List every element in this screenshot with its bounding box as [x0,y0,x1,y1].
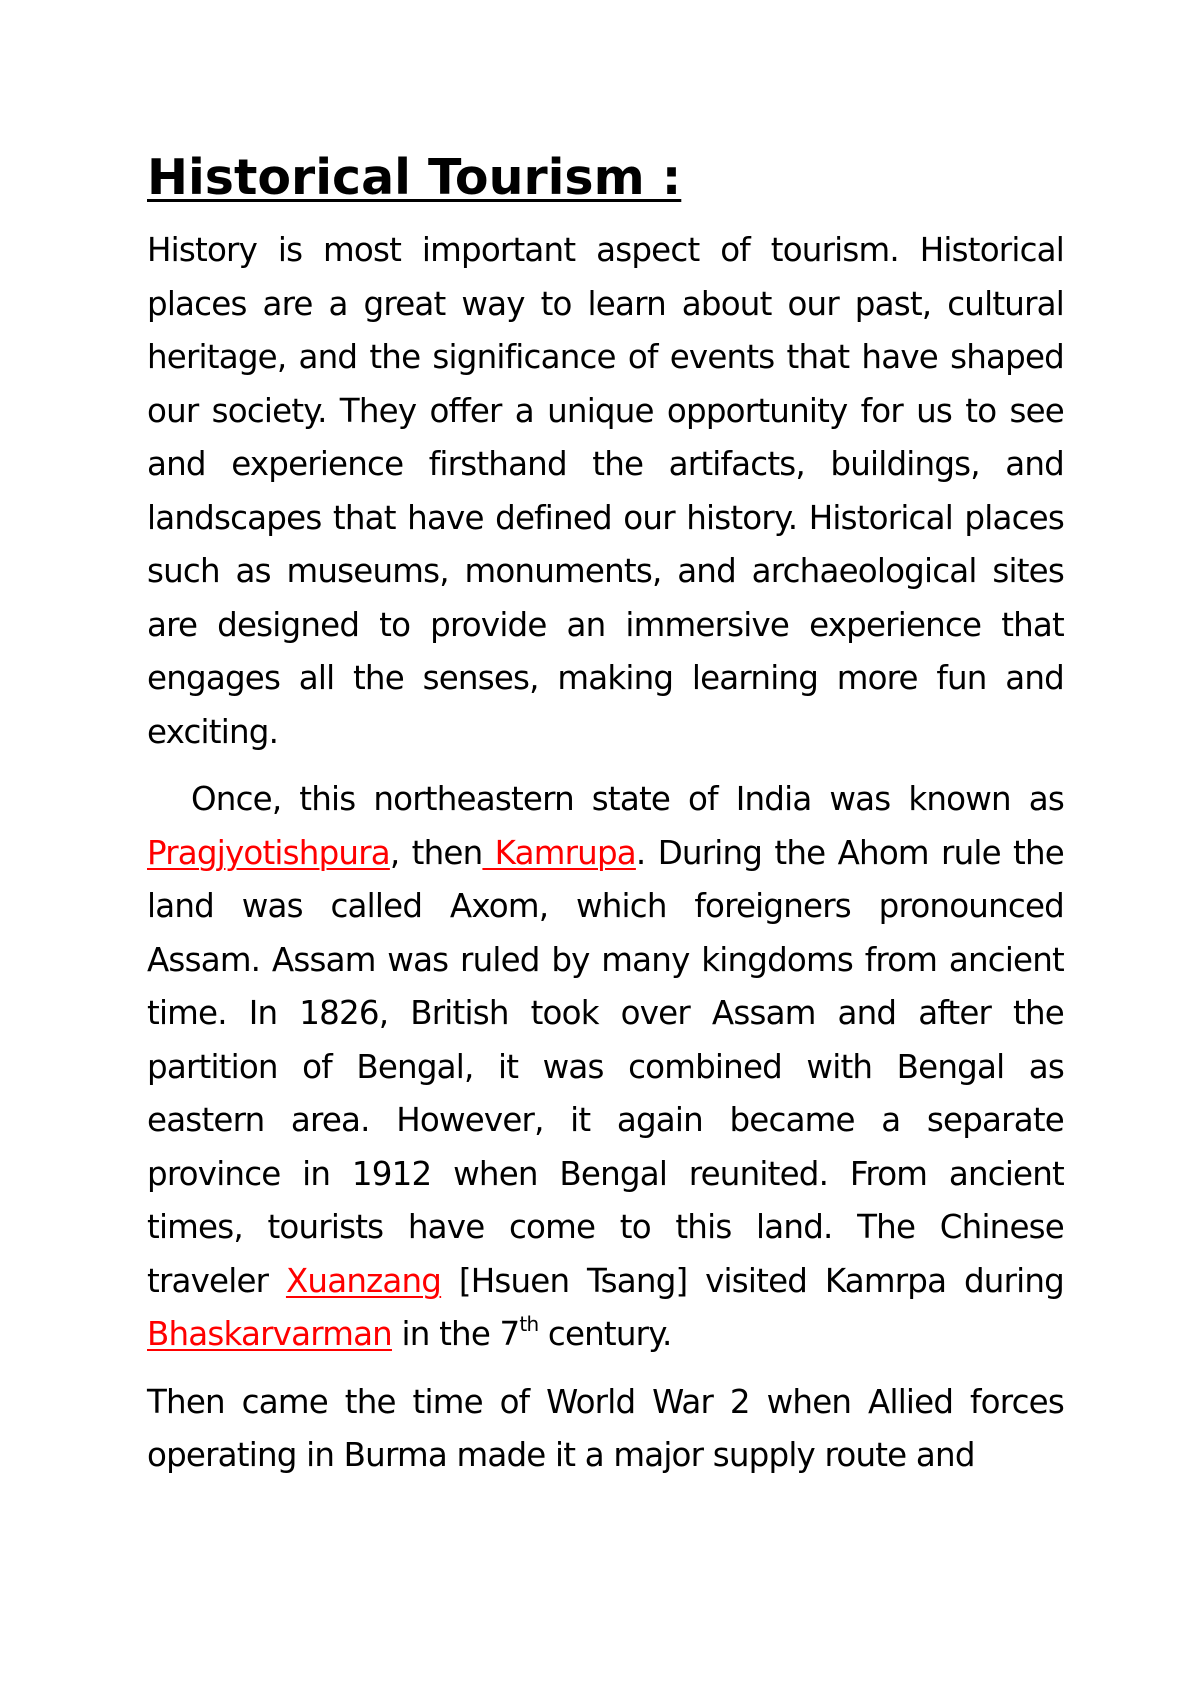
text-run: , then [389,833,483,872]
page-title: Historical Tourism : [147,149,682,206]
text-run: century. [538,1315,672,1353]
paragraph-world-war: Then came the time of World War 2 when Allied forces operating in Burma made it a major supply route and [147,1382,1064,1474]
document-body [147,148,1064,1483]
link-kamrupa[interactable]: Kamrupa [482,833,636,872]
paragraph-assam-history [147,773,1064,1362]
text-run: Once, this northeastern state of India was known as [191,780,1064,818]
link-xuanzang[interactable]: Xuanzang [285,1261,442,1300]
link-bhaskarvarman[interactable]: Bhaskarvarman [147,1315,392,1353]
link-pragjyotishpura[interactable]: Pragjyotishpura [147,833,390,872]
text-run: [Hsuen Tsang] visited Kamrpa during [441,1261,1064,1300]
text-run: . During the Ahom rule the land was called Axom, which foreigners pronounced Assam. Assam was ruled by many kingdoms from ancient time. In 1826, British took over Assam and after the partition of Bengal, it was combined with Bengal as eastern area. However, it again became a separate province in 1912 when Bengal reunited. From ancient times, tourists have come to this land. The Chinese traveler [147,833,1064,1300]
text-run: in the 7 [391,1315,520,1353]
superscript-ordinal: th [519,1312,539,1336]
paragraph-history-intro: History is most important aspect of tourism. Historical places are a great way to learn about our past, cultural heritage, and the significance of events that have shaped our society. They offer a unique opportunity for us to see and experience firsthand the artifacts, buildings, and landscapes that have defined our history. Historical places such as museums, monuments, and archaeological sites are designed to provide an immersive experience that engages all the senses, making learning more fun and exciting. [147,231,1064,751]
